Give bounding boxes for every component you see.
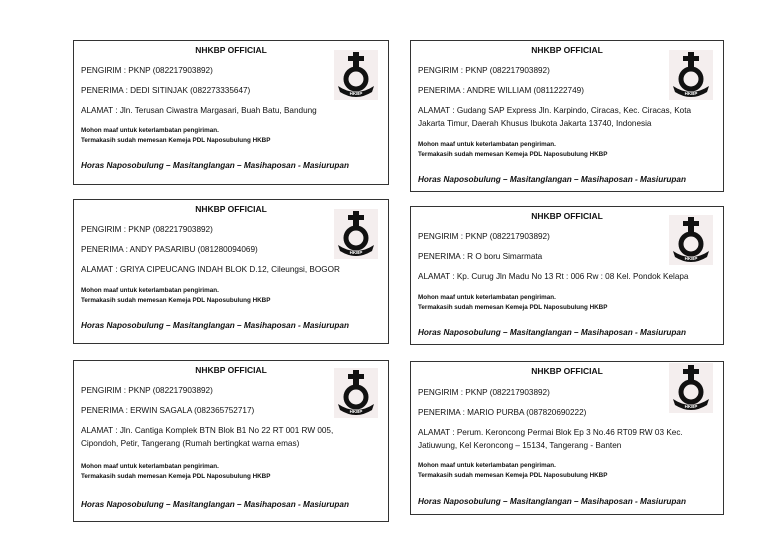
thanks-line: Termakasih sudah memesan Kemeja PDL Naposubulung HKBP: [81, 136, 271, 144]
tagline: Horas Naposobulung – Masitanglangan – Masihaposan - Masiurupan: [81, 500, 349, 509]
sender-line: PENGIRIM : PKNP (082217903892): [418, 388, 550, 397]
label-title: NHKBP OFFICIAL: [195, 365, 267, 375]
apology-note: [418, 461, 607, 480]
apology-note: [81, 286, 270, 305]
sender-line: PENGIRIM : PKNP (082217903892): [81, 66, 213, 75]
hkbp-logo: [334, 50, 378, 100]
hkbp-logo: [669, 215, 713, 265]
svg-text:HKBP: HKBP: [684, 404, 698, 409]
shipping-label-6: [410, 361, 724, 515]
label-title: NHKBP OFFICIAL: [531, 366, 603, 376]
address-line: ALAMAT : Jln. Cantiga Komplek BTN Blok B1 No 22 RT 001 RW 005, Cipondoh, Petir, Tangerang (Rumah bertingkat warna emas): [81, 426, 334, 448]
thanks-line: Termakasih sudah memesan Kemeja PDL Naposubulung HKBP: [418, 150, 608, 158]
recipient-line: PENERIMA : ANDRE WILLIAM (0811222749): [418, 86, 584, 95]
recipient-line: PENERIMA : R O boru Simarmata: [418, 252, 543, 261]
thanks-line: Termakasih sudah memesan Kemeja PDL Naposubulung HKBP: [418, 471, 608, 479]
svg-text:HKBP: HKBP: [349, 250, 363, 255]
sender-line: PENGIRIM : PKNP (082217903892): [418, 66, 550, 75]
recipient-line: PENERIMA : DEDI SITINJAK (082273335647): [81, 86, 251, 95]
sender-line: PENGIRIM : PKNP (082217903892): [418, 232, 550, 241]
address-line: ALAMAT : GRIYA CIPEUCANG INDAH BLOK D.12, Cileungsi, BOGOR: [81, 265, 340, 274]
tagline: Horas Naposobulung – Masitanglangan – Masihaposan - Masiurupan: [418, 175, 686, 184]
hkbp-logo: [669, 363, 713, 413]
apology-note: [81, 126, 270, 145]
apology-note: [418, 140, 607, 159]
tagline: Horas Naposobulung – Masitanglangan – Masihaposan - Masiurupan: [81, 321, 349, 330]
apology-line: Mohon maaf untuk keterlambatan pengiriman.: [418, 462, 556, 469]
apology-line: Mohon maaf untuk keterlambatan pengiriman.: [81, 463, 219, 470]
apology-line: Mohon maaf untuk keterlambatan pengiriman.: [81, 287, 219, 294]
apology-note: [81, 462, 270, 481]
label-title: NHKBP OFFICIAL: [195, 45, 267, 55]
sender-line: PENGIRIM : PKNP (082217903892): [81, 386, 213, 395]
address-line: ALAMAT : Perum. Keroncong Permai Blok Ep 3 No.46 RT09 RW 03 Kec. Jatiuwung, Kel Keroncong – 15134, Tangerang - Banten: [418, 428, 683, 450]
svg-text:HKBP: HKBP: [349, 91, 363, 96]
recipient-line: PENERIMA : ERWIN SAGALA (082365752717): [81, 406, 255, 415]
label-title: NHKBP OFFICIAL: [531, 211, 603, 221]
label-title: NHKBP OFFICIAL: [531, 45, 603, 55]
apology-line: Mohon maaf untuk keterlambatan pengiriman.: [81, 127, 219, 134]
tagline: Horas Naposobulung – Masitanglangan – Masihaposan - Masiurupan: [418, 328, 686, 337]
shipping-label-4: [410, 206, 724, 345]
apology-line: Mohon maaf untuk keterlambatan pengiriman.: [418, 141, 556, 148]
hkbp-logo: [334, 209, 378, 259]
shipping-label-2: [410, 40, 724, 192]
hkbp-logo: [334, 368, 378, 418]
thanks-line: Termakasih sudah memesan Kemeja PDL Naposubulung HKBP: [81, 296, 271, 304]
thanks-line: Termakasih sudah memesan Kemeja PDL Naposubulung HKBP: [81, 472, 271, 480]
svg-text:HKBP: HKBP: [349, 409, 363, 414]
address-line: ALAMAT : Kp. Curug Jln Madu No 13 Rt : 006 Rw : 08 Kel. Pondok Kelapa: [418, 272, 689, 281]
tagline: Horas Naposobulung – Masitanglangan – Masihaposan - Masiurupan: [418, 497, 686, 506]
apology-note: [418, 293, 607, 312]
thanks-line: Termakasih sudah memesan Kemeja PDL Naposubulung HKBP: [418, 303, 608, 311]
shipping-label-1: [73, 40, 389, 185]
svg-text:HKBP: HKBP: [684, 256, 698, 261]
shipping-label-3: [73, 199, 389, 344]
sender-line: PENGIRIM : PKNP (082217903892): [81, 225, 213, 234]
recipient-line: PENERIMA : ANDY PASARIBU (081280094069): [81, 245, 258, 254]
shipping-label-5: [73, 360, 389, 522]
address-line: ALAMAT : Gudang SAP Express Jln. Karpindo, Ciracas, Kec. Ciracas, Kota Jakarta Timur, Daerah Khusus Ibukota Jakarta 13740, Indonesia: [418, 106, 692, 128]
hkbp-logo: [669, 50, 713, 100]
tagline: Horas Naposobulung – Masitanglangan – Masihaposan - Masiurupan: [81, 161, 349, 170]
svg-text:HKBP: HKBP: [684, 91, 698, 96]
address-line: ALAMAT : Jln. Terusan Ciwastra Margasari, Buah Batu, Bandung: [81, 106, 317, 115]
recipient-line: PENERIMA : MARIO PURBA (087820690222): [418, 408, 587, 417]
apology-line: Mohon maaf untuk keterlambatan pengiriman.: [418, 294, 556, 301]
label-title: NHKBP OFFICIAL: [195, 204, 267, 214]
